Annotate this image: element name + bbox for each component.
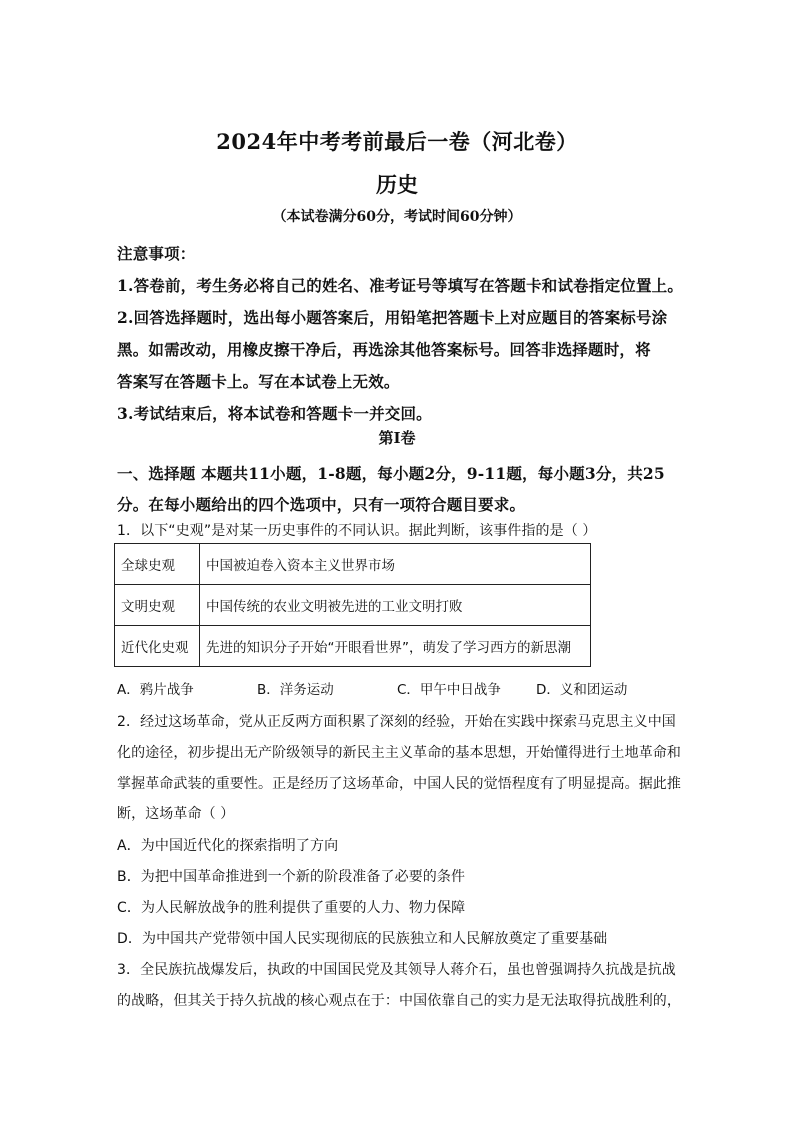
q3-stem-line-1: 3．全民族抗战爆发后，执政的中国国民党及其领导人蒋介石，虽也曾强调持久抗战是抗战 <box>117 962 676 978</box>
table-row <box>115 544 591 585</box>
q1-stem: 1．以下“史观”是对某一历史事件的不同认识。据此判断，该事件指的是（ ） <box>117 523 597 539</box>
notice-line-5: 3.考试结束后，将本试卷和答题卡一并交回。 <box>117 404 432 423</box>
view-text: 中国传统的农业文明被先进的工业文明打败 <box>200 585 591 626</box>
exam-subject: 历史 <box>376 172 418 197</box>
notice-line-4: 答案写在答题卡上。写在本试卷上无效。 <box>117 372 400 391</box>
q2-option-c: C．为人民解放战争的胜利提供了重要的人力、物力保障 <box>117 900 466 916</box>
table-row <box>115 626 591 667</box>
q2-option-a: A．为中国近代化的探索指明了方向 <box>117 838 339 854</box>
history-views-table <box>114 543 591 667</box>
q2-option-b: B．为把中国革命推进到一个新的阶段准备了必要的条件 <box>117 869 466 885</box>
section-title: 第Ⅰ卷 <box>378 429 416 447</box>
notice-heading: 注意事项： <box>117 244 196 263</box>
notice-line-3: 黑。如需改动，用橡皮擦干净后，再选涂其他答案标号。回答非选择题时，将 <box>117 340 651 359</box>
q3-stem-line-2: 的战略，但其关于持久抗战的核心观点在于：中国依靠自己的实力是无法取得抗战胜利的， <box>117 993 681 1009</box>
part1-instruction-line-2: 分。在每小题给出的四个选项中，只有一项符合题目要求。 <box>117 495 526 514</box>
view-label: 全球史观 <box>115 544 200 585</box>
q1-option-b: B．洋务运动 <box>257 682 334 698</box>
q2-stem-line-2: 化的途径，初步提出无产阶级领导的新民主主义革命的基本思想，开始懂得进行土地革命和 <box>117 745 681 761</box>
notice-line-2: 2.回答选择题时，选出每小题答案后，用铅笔把答题卡上对应题目的答案标号涂 <box>117 308 668 327</box>
q1-option-c: C．甲午中日战争 <box>397 682 501 698</box>
part1-instruction-line-1: 一、选择题 本题共11小题，1-8题，每小题2分，9-11题，每小题3分，共25 <box>117 464 665 483</box>
q2-stem-line-3: 掌握革命武装的重要性。正是经历了这场革命，中国人民的觉悟程度有了明显提高。据此推 <box>117 776 681 792</box>
view-label: 文明史观 <box>115 585 200 626</box>
exam-title: 2024年中考考前最后一卷（河北卷） <box>216 129 578 154</box>
view-text: 先进的知识分子开始“开眼看世界”，萌发了学习西方的新思潮 <box>200 626 591 667</box>
q2-option-d: D．为中国共产党带领中国人民实现彻底的民族独立和人民解放奠定了重要基础 <box>117 931 608 947</box>
q2-stem-line-1: 2．经过这场革命，党从正反两方面积累了深刻的经验，开始在实践中探索马克思主义中国 <box>117 714 676 730</box>
table-row <box>115 585 591 626</box>
q2-stem-line-4: 断，这场革命（ ） <box>117 806 235 822</box>
q1-option-a: A．鸦片战争 <box>117 682 194 698</box>
score-note: （本试卷满分60分，考试时间60分钟） <box>272 209 522 225</box>
view-label: 近代化史观 <box>115 626 200 667</box>
notice-line-1: 1.答卷前，考生务必将自己的姓名、准考证号等填写在答题卡和试卷指定位置上。 <box>117 276 684 295</box>
q1-option-d: D．义和团运动 <box>536 682 628 698</box>
view-text: 中国被迫卷入资本主义世界市场 <box>200 544 591 585</box>
